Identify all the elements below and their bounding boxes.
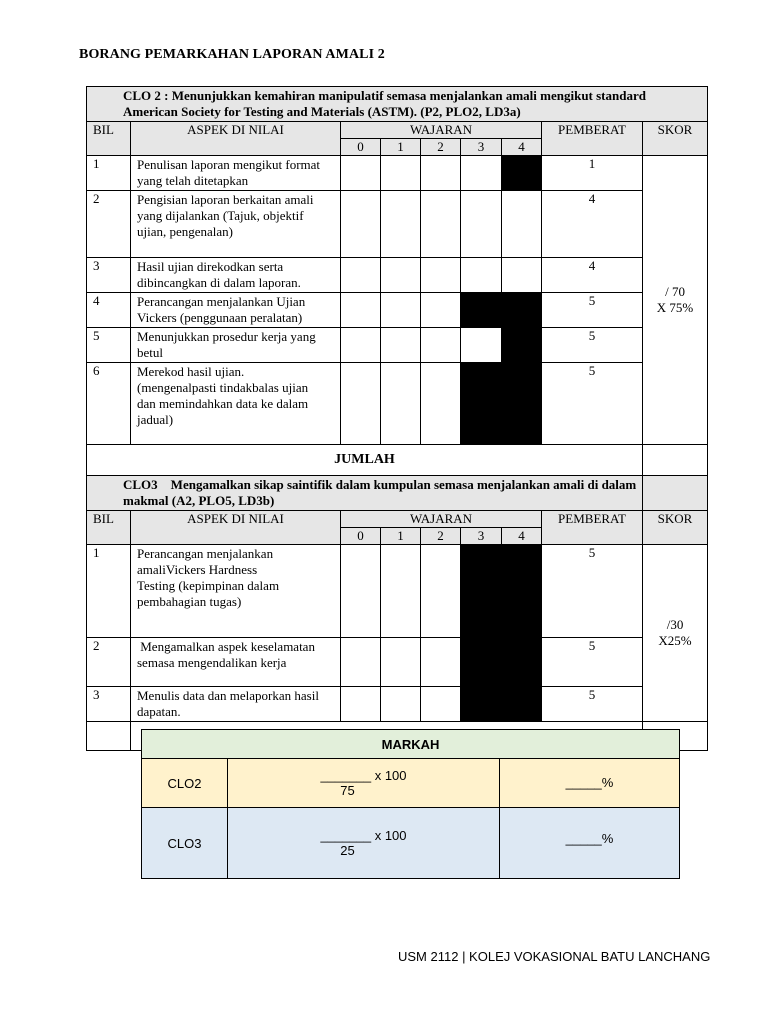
header-skor: SKOR: [643, 122, 708, 156]
score-cell[interactable]: [381, 545, 421, 638]
header-pemberat: PEMBERAT: [542, 511, 643, 545]
clo2-jumlah: JUMLAH: [87, 445, 643, 476]
score-cell[interactable]: [421, 258, 461, 293]
score-cell-shaded: [502, 293, 542, 328]
score-cell[interactable]: [461, 258, 502, 293]
table-row: [87, 258, 708, 293]
scale-1: 1: [381, 528, 421, 545]
table-row: [87, 638, 708, 687]
score-cell-shaded: [502, 638, 542, 687]
markah-numerator: _______ x 100: [320, 828, 407, 843]
table-row: [87, 156, 708, 191]
score-cell[interactable]: [461, 156, 502, 191]
score-cell-shaded: [502, 156, 542, 191]
row-pemberat: 5: [542, 687, 643, 722]
scale-2: 2: [421, 528, 461, 545]
score-cell-shaded: [502, 687, 542, 722]
clo3-skor: [643, 545, 708, 722]
score-cell[interactable]: [341, 638, 381, 687]
header-aspek: ASPEK DI NILAI: [131, 122, 341, 156]
header-skor: SKOR: [643, 511, 708, 545]
score-cell-shaded: [461, 687, 502, 722]
row-bil: 1: [87, 545, 131, 638]
markah-label: CLO3: [142, 808, 228, 879]
markah-result[interactable]: _____%: [500, 808, 680, 879]
score-cell[interactable]: [341, 293, 381, 328]
clo3-skor-percent: X25%: [658, 633, 692, 648]
markah-denominator: 25: [340, 843, 355, 858]
markah-formula[interactable]: [228, 759, 500, 808]
score-cell[interactable]: [381, 156, 421, 191]
row-pemberat: 4: [542, 258, 643, 293]
score-cell[interactable]: [341, 191, 381, 258]
clo3-title-blank: [643, 476, 708, 511]
clo2-jumlah-value[interactable]: [643, 445, 708, 476]
row-pemberat: 5: [542, 638, 643, 687]
table-row: [87, 687, 708, 722]
score-cell-shaded: [461, 293, 502, 328]
row-bil: 2: [87, 191, 131, 258]
score-cell[interactable]: [381, 638, 421, 687]
page-footer: USM 2112 | KOLEJ VOKASIONAL BATU LANCHANG: [398, 949, 711, 964]
score-cell-shaded: [502, 363, 542, 445]
scale-0: 0: [341, 528, 381, 545]
markah-formula[interactable]: [228, 808, 500, 879]
row-bil: 1: [87, 156, 131, 191]
header-aspek: ASPEK DI NILAI: [131, 511, 341, 545]
table-row: [87, 328, 708, 363]
clo3-skor-total: /30: [666, 617, 684, 632]
scale-0: 0: [341, 139, 381, 156]
scale-3: 3: [461, 528, 502, 545]
score-cell[interactable]: [381, 258, 421, 293]
header-wajaran: WAJARAN: [341, 122, 542, 139]
score-cell[interactable]: [421, 638, 461, 687]
table-row: [87, 191, 708, 258]
score-cell[interactable]: [421, 363, 461, 445]
scale-4: 4: [502, 528, 542, 545]
markah-table: [141, 729, 680, 879]
row-bil: 5: [87, 328, 131, 363]
score-cell[interactable]: [461, 328, 502, 363]
scale-4: 4: [502, 139, 542, 156]
score-cell[interactable]: [502, 258, 542, 293]
clo3-code: CLO3: [123, 477, 158, 492]
header-bil: BIL: [87, 122, 131, 156]
row-pemberat: 5: [542, 328, 643, 363]
row-aspek: Pengisian laporan berkaitan amali yang dijalankan (Tajuk, objektif ujian, pengenalan): [131, 191, 341, 258]
score-cell[interactable]: [381, 191, 421, 258]
score-cell[interactable]: [421, 687, 461, 722]
row-aspek: Merekod hasil ujian. (mengenalpasti tindakbalas ujian dan memindahkan data ke dalam jadual): [131, 363, 341, 445]
markah-row-clo2: [142, 759, 680, 808]
score-cell-shaded: [461, 545, 502, 638]
score-cell[interactable]: [421, 328, 461, 363]
header-pemberat: PEMBERAT: [542, 122, 643, 156]
markah-row-clo3: [142, 808, 680, 879]
clo3-title-text: Mengamalkan sikap saintifik dalam kumpulan semasa menjalankan amali di dalam makmal (A2, PLO5, LD3b): [123, 477, 637, 508]
row-aspek: Menulis data dan melaporkan hasil dapatan.: [131, 687, 341, 722]
row-bil: 4: [87, 293, 131, 328]
table-row: [87, 363, 708, 445]
markah-label: CLO2: [142, 759, 228, 808]
row-aspek: Perancangan menjalankan Ujian Vickers (penggunaan peralatan): [131, 293, 341, 328]
row-pemberat: 5: [542, 545, 643, 638]
score-cell[interactable]: [341, 328, 381, 363]
score-cell[interactable]: [461, 191, 502, 258]
scale-3: 3: [461, 139, 502, 156]
rubric-table: [86, 86, 708, 751]
score-cell[interactable]: [421, 156, 461, 191]
score-cell[interactable]: [341, 156, 381, 191]
row-aspek: Penulisan laporan mengikut format yang telah ditetapkan: [131, 156, 341, 191]
row-bil: 6: [87, 363, 131, 445]
row-aspek: Hasil ujian direkodkan serta dibincangkan di dalam laporan.: [131, 258, 341, 293]
row-pemberat: 1: [542, 156, 643, 191]
score-cell[interactable]: [381, 328, 421, 363]
row-pemberat: 5: [542, 293, 643, 328]
row-bil: 2: [87, 638, 131, 687]
markah-title: MARKAH: [142, 730, 680, 759]
clo3-title: [87, 476, 643, 511]
score-cell[interactable]: [341, 258, 381, 293]
page-title: BORANG PEMARKAHAN LAPORAN AMALI 2: [79, 47, 385, 62]
row-aspek: Perancangan menjalankan amaliVickers Hardness Testing (kepimpinan dalam pembahagian tugas): [131, 545, 341, 638]
markah-result[interactable]: _____%: [500, 759, 680, 808]
score-cell-shaded: [502, 328, 542, 363]
score-cell[interactable]: [381, 293, 421, 328]
row-aspek: Mengamalkan aspek keselamatan semasa mengendalikan kerja: [131, 638, 341, 687]
score-cell[interactable]: [421, 545, 461, 638]
markah-numerator: _______ x 100: [320, 768, 407, 783]
scale-1: 1: [381, 139, 421, 156]
markah-denominator: 75: [340, 783, 355, 798]
score-cell[interactable]: [381, 687, 421, 722]
score-cell[interactable]: [341, 363, 381, 445]
table-row: [87, 545, 708, 638]
clo2-skor: [643, 156, 708, 445]
score-cell[interactable]: [421, 191, 461, 258]
row-pemberat: 5: [542, 363, 643, 445]
score-cell[interactable]: [502, 191, 542, 258]
score-cell[interactable]: [421, 293, 461, 328]
score-cell[interactable]: [381, 363, 421, 445]
row-bil: 3: [87, 687, 131, 722]
score-cell-shaded: [461, 638, 502, 687]
scale-2: 2: [421, 139, 461, 156]
table-row: [87, 293, 708, 328]
header-bil: BIL: [87, 511, 131, 545]
clo2-skor-total: / 70: [665, 284, 685, 299]
score-cell-shaded: [502, 545, 542, 638]
header-wajaran: WAJARAN: [341, 511, 542, 528]
row-pemberat: 4: [542, 191, 643, 258]
row-bil: 3: [87, 258, 131, 293]
score-cell[interactable]: [341, 687, 381, 722]
clo2-title: CLO 2 : Menunjukkan kemahiran manipulatif semasa menjalankan amali mengikut standard American Society for Testing and Materials (ASTM). (P2, PLO2, LD3a): [87, 87, 708, 122]
clo2-skor-percent: X 75%: [656, 300, 694, 315]
row-aspek: Menunjukkan prosedur kerja yang betul: [131, 328, 341, 363]
clo3-jumlah-blank: [87, 722, 131, 751]
score-cell-shaded: [461, 363, 502, 445]
score-cell[interactable]: [341, 545, 381, 638]
